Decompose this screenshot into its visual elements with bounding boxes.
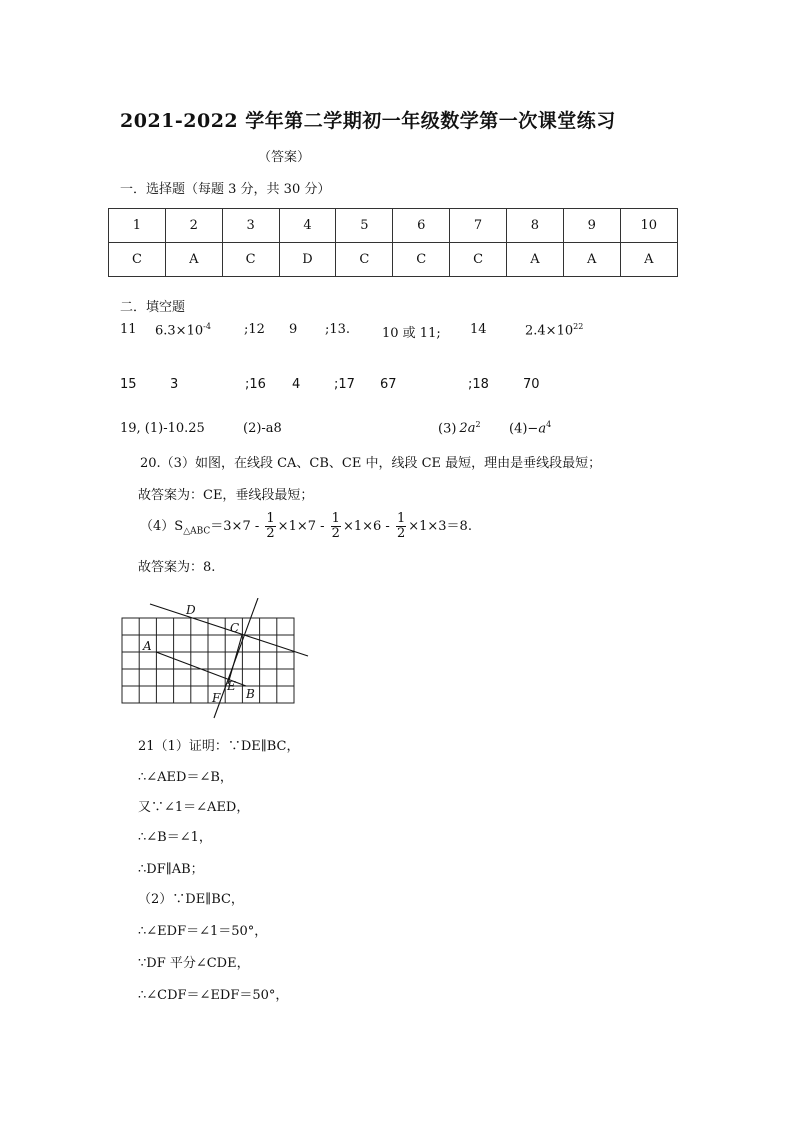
area-label: （4）S [140, 519, 184, 534]
fraction-denominator: 2 [266, 526, 275, 541]
q21-line-9: ∴∠CDF＝∠EDF＝50°， [138, 988, 289, 1003]
q21-line-2: ∴∠AED＝∠B， [138, 770, 233, 785]
q21-line-7: ∴∠EDF＝∠1＝50°， [138, 924, 268, 939]
section1-heading: 一．选择题（每题 3 分，共 30 分） [120, 182, 331, 197]
answer-table [108, 208, 678, 277]
q19-part4-label: (4) [509, 421, 528, 437]
table-row-answers [109, 243, 678, 277]
table-cell: 6 [393, 209, 450, 243]
table-cell: 7 [450, 209, 507, 243]
table-cell: D [279, 243, 336, 277]
label-b: B [246, 687, 255, 701]
q21-line-1: 21（1）证明：∵DE∥BC， [138, 739, 300, 754]
fraction-denominator: 2 [396, 526, 406, 541]
q21-line-6: （2）∵DE∥BC， [138, 892, 244, 907]
table-cell: C [450, 243, 507, 277]
label-f: F [212, 691, 221, 705]
table-cell: 5 [336, 209, 393, 243]
table-cell: A [620, 243, 677, 277]
q15-answer: 3 [170, 377, 179, 392]
fraction-half [396, 512, 406, 541]
q18-label: ;18 [468, 377, 489, 392]
table-cell: A [563, 243, 620, 277]
q19-part1: 19, (1)-10.25 [120, 421, 205, 436]
table-cell: 8 [507, 209, 564, 243]
label-c: C [230, 621, 240, 635]
q17-label: ;17 [334, 377, 355, 392]
q19-part3-base: 2a [459, 421, 476, 437]
section2-heading: 二．填空题 [120, 300, 186, 315]
geometry-grid-figure [118, 598, 318, 723]
q19-part2: (2)-a8 [243, 421, 282, 436]
q14-answer [525, 322, 583, 338]
q20-line1: 20.（3）如图，在线段 CA、CB、CE 中，线段 CE 最短，理由是垂线段最短； [140, 456, 602, 471]
q14-label: 14 [470, 322, 487, 337]
table-cell: 9 [563, 209, 620, 243]
q21-line-4: ∴∠B＝∠1， [138, 830, 212, 845]
table-cell: C [222, 243, 279, 277]
table-cell: 2 [165, 209, 222, 243]
table-cell: 4 [279, 209, 336, 243]
q11-base: 6.3×10 [155, 323, 204, 339]
table-cell: 10 [620, 209, 677, 243]
q19-part3 [438, 420, 481, 436]
q13-answer: 10 或 11; [382, 326, 441, 341]
fraction-numerator: 1 [396, 511, 406, 526]
q14-exponent: 22 [573, 322, 584, 331]
table-cell: C [336, 243, 393, 277]
q19-part3-label: (3) [438, 421, 457, 437]
q12-label: ;12 [244, 322, 265, 337]
table-cell: 3 [222, 209, 279, 243]
fraction-denominator: 2 [331, 526, 340, 541]
expr-part-b: ×1×7 - [277, 519, 325, 534]
q18-answer: 70 [523, 377, 540, 392]
q19-part4-base: −a [527, 421, 547, 437]
grid-lines [122, 618, 294, 703]
q20-line4: 故答案为：8. [138, 560, 216, 575]
fraction-numerator: 1 [266, 511, 275, 526]
table-cell: A [165, 243, 222, 277]
label-a: A [143, 639, 152, 653]
page-title: 2021-2022 学年第二学期初一年级数学第一次课堂练习 [120, 110, 616, 132]
q15-number: 15 [120, 377, 137, 392]
q11-number: 11 [120, 322, 137, 337]
table-cell: 1 [109, 209, 166, 243]
q13-label: ;13. [325, 322, 351, 337]
line-ce [228, 635, 242, 684]
expr-part-a: ＝3×7 - [210, 519, 260, 534]
table-cell: C [109, 243, 166, 277]
expr-part-c: ×1×6 - [342, 519, 390, 534]
fraction-half [265, 512, 275, 541]
area-subscript: △ABC [183, 526, 211, 537]
table-cell: C [393, 243, 450, 277]
q21-line-8: ∵DF 平分∠CDE， [138, 956, 250, 971]
q20-line3 [140, 512, 472, 541]
q16-label: ;16 [245, 377, 266, 392]
q19-part3-exponent: 2 [475, 420, 481, 429]
label-e: E [227, 679, 236, 693]
q21-line-5: ∴DF∥AB； [138, 862, 204, 877]
q20-line2: 故答案为：CE，垂线段最短； [138, 488, 314, 503]
q12-answer: 9 [289, 322, 298, 337]
fraction-numerator: 1 [331, 511, 340, 526]
q16-answer: 4 [292, 377, 301, 392]
fraction-half [331, 512, 341, 541]
q11-answer [155, 322, 211, 338]
page-subtitle: （答案） [258, 150, 311, 165]
q19-part4 [509, 420, 551, 436]
expr-part-d: ×1×3＝8. [408, 519, 472, 534]
q21-line-3: 又∵∠1＝∠AED， [138, 800, 250, 815]
table-cell: A [507, 243, 564, 277]
q14-base: 2.4×10 [525, 323, 574, 339]
table-row-numbers [109, 209, 678, 243]
q17-answer: 67 [380, 377, 397, 392]
label-d: D [186, 603, 196, 617]
q19-part4-exponent: 4 [546, 420, 552, 429]
q11-exponent: -4 [203, 322, 211, 331]
